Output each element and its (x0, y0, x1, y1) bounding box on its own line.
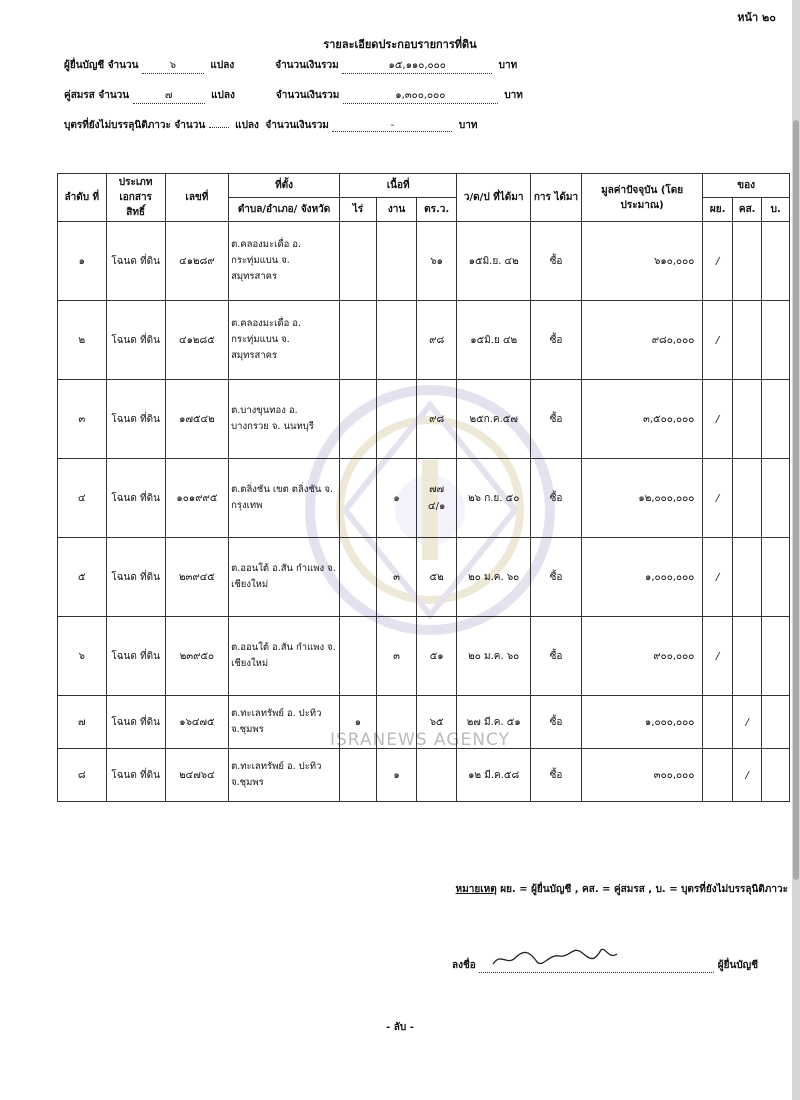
cell-wah: ๙๘ (417, 301, 457, 380)
land-assets-table (57, 173, 790, 802)
cell-number: ๑๗๕๔๒ (165, 380, 228, 459)
cell-rai (340, 380, 377, 459)
table-row (58, 696, 790, 749)
cell-method: ซื้อ (531, 617, 582, 696)
header-area-ngan: งาน (376, 198, 416, 222)
cell-date: ๑๒ มี.ค.๕๘ (457, 749, 531, 802)
cell-number: ๔๑๒๘๙ (165, 222, 228, 301)
cell-ngan (376, 301, 416, 380)
cell-number: ๒๓๙๔๕ (165, 538, 228, 617)
signature-field (479, 958, 714, 973)
cell-value: ๓๐๐,๐๐๐ (581, 749, 702, 802)
summary-spouse-total-label: จำนวนเงินรวม (275, 90, 340, 101)
cell-owner-child (762, 301, 790, 380)
cell-method: ซื้อ (531, 459, 582, 538)
cell-date: ๒๐ ม.ค. ๖๐ (457, 538, 531, 617)
cell-owner-filer (703, 696, 733, 749)
cell-owner-child (762, 380, 790, 459)
cell-owner-filer: / (703, 380, 733, 459)
cell-wah: ๕๒ (417, 538, 457, 617)
cell-order: ๖ (58, 617, 107, 696)
cell-date: ๑๕มิ.ย. ๔๒ (457, 222, 531, 301)
summary-children-total: - (332, 120, 452, 132)
header-method: การ ได้มา (531, 174, 582, 222)
cell-order: ๘ (58, 749, 107, 802)
cell-value: ๑๒,๐๐๐,๐๐๐ (581, 459, 702, 538)
cell-doc: โฉนด ที่ดิน (106, 696, 165, 749)
cell-owner-filer: / (703, 459, 733, 538)
table-row (58, 301, 790, 380)
cell-value: ๙๘๐,๐๐๐ (581, 301, 702, 380)
cell-number: ๒๓๙๕๐ (165, 617, 228, 696)
cell-rai (340, 459, 377, 538)
cell-method: ซื้อ (531, 301, 582, 380)
cell-doc: โฉนด ที่ดิน (106, 301, 165, 380)
table-row (58, 749, 790, 802)
cell-order: ๕ (58, 538, 107, 617)
cell-method: ซื้อ (531, 222, 582, 301)
header-area-rai: ไร่ (340, 198, 377, 222)
cell-method: ซื้อ (531, 538, 582, 617)
summary-spouse-count: ๗ (133, 88, 205, 104)
legend-head: หมายเหตุ (455, 884, 497, 895)
page-number: หน้า ๒๐ (737, 11, 776, 24)
summary-spouse-total: ๑,๓๐๐,๐๐๐ (343, 88, 498, 104)
cell-method: ซื้อ (531, 380, 582, 459)
cell-location: ต.บางขุนทอง อ. บางกรวย จ. นนทบุรี (229, 380, 340, 459)
summary-children (64, 118, 477, 133)
cell-number: ๑๐๑๙๙๕ (165, 459, 228, 538)
cell-owner-spouse (732, 222, 762, 301)
cell-ngan: ๑ (376, 459, 416, 538)
cell-number: ๔๑๒๘๕ (165, 301, 228, 380)
cell-wah: ๗๗ ๔/๑ (417, 459, 457, 538)
cell-doc: โฉนด ที่ดิน (106, 617, 165, 696)
cell-rai (340, 301, 377, 380)
table-row (58, 380, 790, 459)
cell-owner-child (762, 538, 790, 617)
handwritten-signature-icon (489, 944, 629, 970)
header-area-wah: ตร.ว. (417, 198, 457, 222)
header-location-sub: ตำบล/อำเภอ/ จังหวัด (229, 198, 340, 222)
summary-children-unit: แปลง (235, 120, 259, 131)
summary-filer-total-label: จำนวนเงินรวม (275, 60, 339, 71)
header-value: มูลค่าปัจจุบัน (โดยประมาณ) (581, 174, 702, 222)
cell-date: ๒๕ก.ค.๕๗ (457, 380, 531, 459)
cell-owner-spouse (732, 380, 762, 459)
cell-ngan (376, 380, 416, 459)
header-owner-filer: ผย. (703, 198, 733, 222)
cell-rai (340, 222, 377, 301)
cell-date: ๑๕มิ.ย ๔๒ (457, 301, 531, 380)
document-title: รายละเอียดประกอบรายการที่ดิน (323, 38, 477, 51)
cell-ngan: ๑ (376, 749, 416, 802)
summary-filer (64, 58, 517, 74)
cell-doc: โฉนด ที่ดิน (106, 538, 165, 617)
cell-owner-child (762, 459, 790, 538)
cell-number: ๒๔๗๖๔ (165, 749, 228, 802)
cell-method: ซื้อ (531, 696, 582, 749)
header-doc-type: ประเภท เอกสาร สิทธิ์ (106, 174, 165, 222)
cell-owner-spouse: / (732, 749, 762, 802)
header-order: ลำดับ ที่ (58, 174, 107, 222)
cell-date: ๒๖ ก.ย. ๕๐ (457, 459, 531, 538)
cell-rai: ๑ (340, 696, 377, 749)
header-owner-spouse: คส. (732, 198, 762, 222)
header-location: ที่ตั้ง (229, 174, 340, 198)
cell-owner-child (762, 749, 790, 802)
cell-ngan (376, 222, 416, 301)
scrollbar[interactable] (792, 0, 800, 1100)
cell-owner-spouse (732, 301, 762, 380)
summary-spouse-unit: แปลง (211, 90, 235, 101)
cell-order: ๑ (58, 222, 107, 301)
header-area: เนื้อที่ (340, 174, 457, 198)
table-row (58, 459, 790, 538)
cell-order: ๒ (58, 301, 107, 380)
summary-children-count (209, 127, 229, 128)
cell-order: ๓ (58, 380, 107, 459)
cell-location: ต.ทะเลทรัพย์ อ. ปะทิว จ.ชุมพร (229, 749, 340, 802)
cell-value: ๑,๐๐๐,๐๐๐ (581, 696, 702, 749)
cell-wah (417, 749, 457, 802)
cell-owner-filer: / (703, 617, 733, 696)
cell-location: ต.คลองมะเดื่อ อ. กระทุ่มแบน จ. สมุทรสาคร (229, 222, 340, 301)
cell-owner-child (762, 617, 790, 696)
cell-date: ๒๐ ม.ค. ๖๐ (457, 617, 531, 696)
summary-filer-total: ๑๕,๑๑๐,๐๐๐ (342, 58, 492, 74)
summary-spouse-label: คู่สมรส จำนวน (64, 90, 130, 101)
cell-location: ต.ออนใต้ อ.สัน กำแพง จ. เชียงใหม่ (229, 538, 340, 617)
cell-order: ๔ (58, 459, 107, 538)
cell-doc: โฉนด ที่ดิน (106, 459, 165, 538)
signature-suffix: ผู้ยื่นบัญชี (717, 960, 758, 971)
legend (456, 882, 788, 897)
cell-owner-spouse (732, 538, 762, 617)
cell-doc: โฉนด ที่ดิน (106, 749, 165, 802)
scrollbar-thumb[interactable] (793, 120, 799, 880)
cell-wah: ๙๘ (417, 380, 457, 459)
summary-spouse (64, 88, 523, 104)
cell-order: ๗ (58, 696, 107, 749)
cell-owner-filer: / (703, 538, 733, 617)
cell-location: ต.ทะเลทรัพย์ อ. ปะทิว จ.ชุมพร (229, 696, 340, 749)
cell-ngan (376, 696, 416, 749)
cell-owner-spouse (732, 617, 762, 696)
table-header-row (58, 174, 790, 198)
cell-owner-spouse: / (732, 696, 762, 749)
cell-method: ซื้อ (531, 749, 582, 802)
cell-value: ๓,๕๐๐,๐๐๐ (581, 380, 702, 459)
cell-owner-filer: / (703, 301, 733, 380)
cell-location: ต.ออนใต้ อ.สัน กำแพง จ. เชียงใหม่ (229, 617, 340, 696)
signature-line (452, 958, 758, 973)
cell-wah: ๕๑ (417, 617, 457, 696)
cell-location: ต.ตลิ่งชัน เขต ตลิ่งชัน จ. กรุงเทพ (229, 459, 340, 538)
cell-ngan: ๓ (376, 617, 416, 696)
cell-doc: โฉนด ที่ดิน (106, 380, 165, 459)
cell-value: ๙๐๐,๐๐๐ (581, 617, 702, 696)
confidential-footer: - ลับ - (386, 1022, 414, 1033)
table-row (58, 617, 790, 696)
cell-value: ๖๑๐,๐๐๐ (581, 222, 702, 301)
header-owner-child: บ. (762, 198, 790, 222)
legend-text: ผย. = ผู้ยื่นบัญชี , คส. = คู่สมรส , บ. = บุตรที่ยังไม่บรรลุนิติภาวะ (500, 884, 788, 895)
watermark-text: ISRANEWS AGENCY (330, 730, 510, 750)
header-owner: ของ (703, 174, 790, 198)
summary-filer-unit: แปลง (210, 60, 235, 71)
cell-ngan: ๓ (376, 538, 416, 617)
cell-number: ๑๖๔๗๕ (165, 696, 228, 749)
signature-prefix: ลงชื่อ (452, 960, 476, 971)
cell-value: ๑,๐๐๐,๐๐๐ (581, 538, 702, 617)
cell-wah: ๖๑ (417, 222, 457, 301)
summary-children-total-label: จำนวนเงินรวม (265, 120, 329, 131)
cell-owner-child (762, 696, 790, 749)
cell-date: ๒๗ มี.ค. ๕๑ (457, 696, 531, 749)
cell-owner-filer: / (703, 222, 733, 301)
header-acquired: ว/ด/ป ที่ได้มา (457, 174, 531, 222)
cell-owner-child (762, 222, 790, 301)
header-number: เลขที่ (165, 174, 228, 222)
table-row (58, 222, 790, 301)
summary-spouse-currency: บาท (504, 90, 523, 101)
table-row (58, 538, 790, 617)
cell-owner-filer (703, 749, 733, 802)
cell-wah: ๖๕ (417, 696, 457, 749)
summary-filer-currency: บาท (498, 60, 518, 71)
summary-children-currency: บาท (458, 120, 478, 131)
cell-rai (340, 538, 377, 617)
cell-owner-spouse (732, 459, 762, 538)
cell-doc: โฉนด ที่ดิน (106, 222, 165, 301)
summary-children-label: บุตรที่ยังไม่บรรลุนิติภาวะ จำนวน (64, 120, 206, 131)
cell-rai (340, 749, 377, 802)
cell-location: ต.คลองมะเดื่อ อ. กระทุ่มแบน จ. สมุทรสาคร (229, 301, 340, 380)
summary-filer-count: ๖ (142, 58, 204, 74)
cell-rai (340, 617, 377, 696)
summary-filer-label: ผู้ยื่นบัญชี จำนวน (64, 60, 139, 71)
